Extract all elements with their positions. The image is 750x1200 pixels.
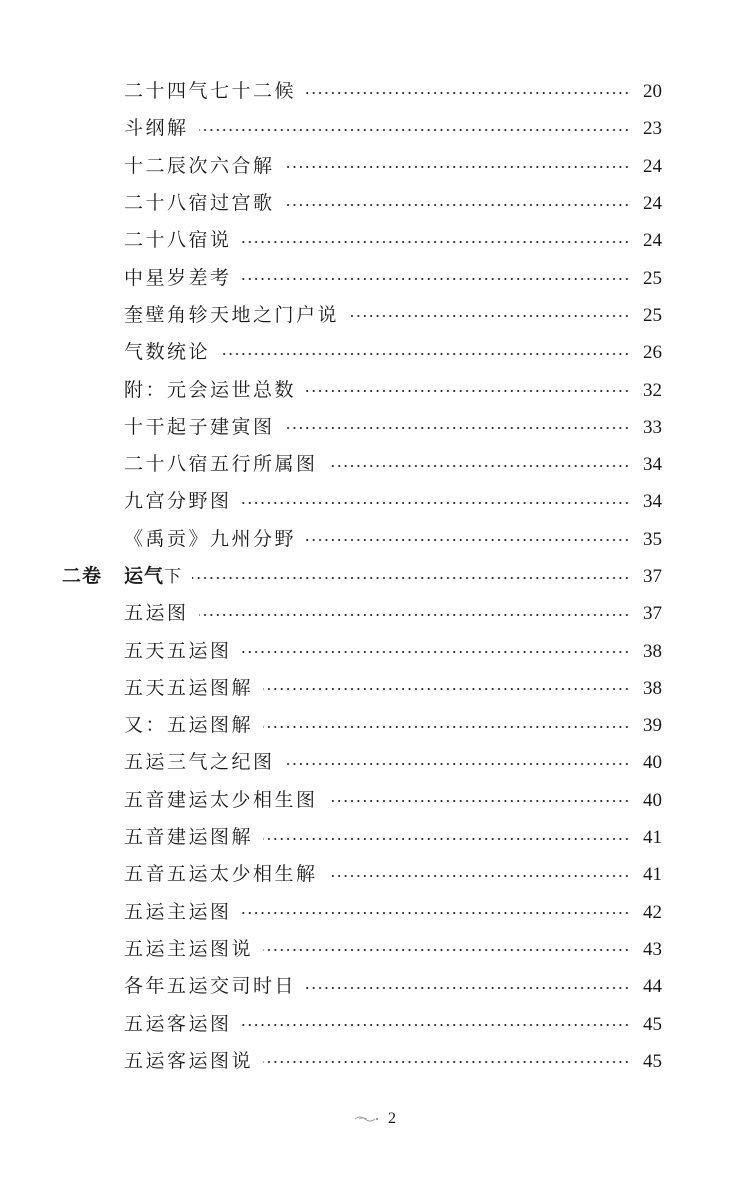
toc-entry-row[interactable] [0, 446, 750, 483]
toc-entry-title [124, 639, 232, 662]
toc-entry-title [124, 1012, 232, 1035]
toc-page-number: 45 [643, 1050, 662, 1072]
toc-entry-row[interactable] [0, 73, 750, 110]
toc-dot-leader [263, 726, 630, 728]
toc-dot-leader [285, 204, 630, 206]
toc-entry-row[interactable] [0, 744, 750, 781]
toc-entry-title [124, 567, 182, 586]
toc-entry-title [124, 455, 318, 474]
toc-page-number: 25 [643, 304, 662, 326]
toc-page-number: 24 [643, 193, 662, 215]
toc-entry-title-text: 《禹贡》九州分野 [124, 527, 297, 550]
toc-entry-title-text: 十二辰次六合解 [124, 154, 275, 177]
toc-entry-row[interactable] [0, 595, 750, 632]
toc-entry-row[interactable] [0, 297, 750, 334]
toc-dot-leader [328, 465, 630, 467]
toc-entry-title [124, 82, 296, 101]
toc-dot-leader [285, 427, 630, 429]
toc-page-number: 41 [643, 864, 662, 886]
toc-entry-title [124, 937, 254, 960]
toc-page-number: 33 [643, 416, 662, 438]
toc-dot-leader [349, 315, 630, 317]
toc-entry-title-text: 九宫分野图 [124, 490, 232, 513]
toc-entry-title [124, 154, 275, 177]
toc-dot-leader [242, 502, 630, 504]
toc-entry-title-text: 奎壁角轸天地之门户说 [124, 303, 340, 326]
toc-entry-title-text: 二十八宿过宫歌 [124, 192, 275, 215]
toc-entry-row[interactable] [0, 968, 750, 1005]
toc-dot-leader [192, 577, 630, 579]
toc-entry-title-text: 二十四气七十二候 [124, 80, 297, 103]
toc-page-number: 44 [643, 976, 662, 998]
toc-page-number: 45 [643, 1013, 662, 1035]
toc-dot-leader [306, 390, 630, 392]
toc-entry-title-text: 五音建运图解 [124, 826, 254, 849]
toc-entry-row[interactable] [0, 222, 750, 259]
toc-dot-leader [328, 800, 630, 802]
toc-entry-title-suffix: 下 [164, 567, 183, 587]
toc-entry-row[interactable] [0, 259, 750, 296]
toc-page-number: 39 [643, 715, 662, 737]
toc-entry-title-text: 五天五运图 [124, 639, 232, 662]
toc-entry-row[interactable] [0, 110, 750, 147]
page-number: 2 [388, 1110, 396, 1127]
toc-entry-row[interactable] [0, 782, 750, 819]
toc-entry-title-text: 又：五运图解 [124, 714, 254, 737]
toc-dot-leader [306, 92, 630, 94]
toc-entry-row[interactable] [0, 819, 750, 856]
toc-entry-row[interactable] [0, 483, 750, 520]
toc-dot-leader [199, 129, 630, 131]
toc-dot-leader [242, 651, 630, 653]
toc-page-number: 40 [643, 752, 662, 774]
toc-entry-row[interactable] [0, 856, 750, 893]
toc-volume-label: 二卷 [62, 565, 103, 587]
toc-entry-title-text: 五天五运图解 [124, 676, 254, 699]
toc-entry-title [124, 343, 210, 362]
toc-entry-title [124, 303, 340, 326]
toc-entry-title-text: 五运客运图 [124, 1012, 232, 1035]
toc-entry-title-text: 斗纲解 [124, 117, 189, 140]
toc-entry-title [124, 865, 318, 884]
toc-page-number: 34 [643, 454, 662, 476]
toc-page-number: 40 [643, 789, 662, 811]
toc-dot-leader [306, 539, 630, 541]
toc-dot-leader [285, 166, 630, 168]
toc-page-number: 24 [643, 230, 662, 252]
toc-page-number: 25 [643, 267, 662, 289]
toc-page-number: 38 [643, 640, 662, 662]
toc-entry-row[interactable] [0, 521, 750, 558]
toc-entry-title [124, 231, 232, 250]
toc-page-number: 35 [643, 528, 662, 550]
toc-entry-row[interactable] [0, 1005, 750, 1042]
toc-entry-title [124, 977, 296, 996]
toc-entry-title-text: 五运主运图 [124, 900, 232, 923]
toc-dot-leader [306, 987, 630, 989]
toc-entry-title-text: 运气 [124, 565, 165, 587]
toc-dot-leader [263, 949, 630, 951]
toc-entry-row[interactable] [0, 371, 750, 408]
toc-dot-leader [285, 763, 630, 765]
toc-entry-row[interactable] [0, 185, 750, 222]
toc-page-number: 24 [643, 155, 662, 177]
toc-page-number: 38 [643, 677, 662, 699]
toc-entry-title-text: 五运图 [124, 602, 189, 625]
toc-entry-title [124, 119, 189, 138]
scroll-ornament-icon [354, 1114, 380, 1124]
toc-page-number: 37 [643, 603, 662, 625]
toc-entry-title [124, 266, 232, 289]
toc-entry-title [124, 753, 275, 772]
toc-dot-leader [328, 875, 630, 877]
toc-entry-title-text: 气数统论 [124, 341, 211, 364]
toc-page-number: 32 [643, 379, 662, 401]
toc-entry-title [124, 716, 253, 735]
toc-entry-title-text: 二十八宿五行所属图 [124, 453, 318, 476]
toc-entry-row[interactable] [0, 707, 750, 744]
toc-entry-title [124, 194, 275, 213]
toc-entry-title [124, 527, 297, 550]
toc-dot-leader [242, 912, 630, 914]
toc-entry-title [124, 676, 254, 699]
toc-entry-title [124, 788, 318, 811]
toc-entry-title-text: 二十八宿说 [124, 229, 232, 252]
toc-page-number: 26 [643, 342, 662, 364]
toc-entry-row[interactable] [0, 632, 750, 669]
toc-dot-leader [263, 688, 630, 690]
toc-page-number: 41 [643, 827, 662, 849]
toc-dot-leader [263, 838, 630, 840]
toc-entry-title-text: 各年五运交司时日 [124, 975, 297, 998]
toc-entry-title [124, 900, 232, 923]
toc-entry-row[interactable] [0, 931, 750, 968]
table-of-contents [0, 73, 750, 1080]
toc-page-number: 23 [643, 118, 662, 140]
toc-entry-title [124, 378, 297, 401]
toc-dot-leader [199, 614, 630, 616]
toc-dot-leader [242, 1024, 630, 1026]
page-footer [0, 1110, 750, 1128]
toc-entry-title [124, 828, 253, 847]
toc-entry-row[interactable] [0, 148, 750, 185]
toc-page-number: 37 [643, 566, 662, 587]
toc-entry-title-text: 十干起子建寅图 [124, 415, 275, 438]
toc-entry-title-text: 附：元会运世总数 [124, 378, 297, 401]
toc-entry-title [124, 415, 275, 438]
toc-page-number: 34 [643, 491, 662, 513]
toc-entry-title-text: 五运三气之纪图 [124, 751, 275, 774]
toc-dot-leader [220, 353, 630, 355]
toc-entry-row[interactable] [0, 409, 750, 446]
toc-section-row[interactable] [0, 558, 750, 595]
toc-entry-row[interactable] [0, 334, 750, 371]
toc-dot-leader [263, 1061, 630, 1063]
toc-entry-row[interactable] [0, 670, 750, 707]
toc-entry-title-text: 五音五运太少相生解 [124, 863, 318, 886]
toc-entry-title [124, 492, 232, 511]
toc-entry-row[interactable] [0, 894, 750, 931]
toc-page-number: 20 [643, 81, 662, 103]
toc-entry-title-text: 五运主运图说 [124, 937, 254, 960]
toc-page-number: 42 [643, 901, 662, 923]
toc-entry-title-text: 五音建运太少相生图 [124, 788, 318, 811]
toc-entry-title [124, 1049, 254, 1072]
toc-dot-leader [242, 241, 630, 243]
toc-entry-title-text: 中星岁差考 [124, 266, 232, 289]
toc-dot-leader [242, 278, 630, 280]
toc-entry-row[interactable] [0, 1043, 750, 1080]
toc-entry-title-text: 五运客运图说 [124, 1049, 254, 1072]
toc-page-number: 43 [643, 938, 662, 960]
toc-entry-title [124, 604, 189, 623]
